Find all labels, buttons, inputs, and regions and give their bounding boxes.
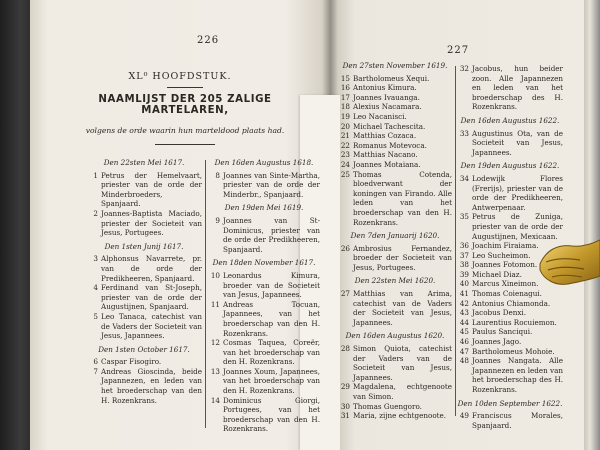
entry-number: 7: [93, 366, 98, 376]
entry-text: Leo Sucheimon.: [472, 250, 531, 260]
date-heading: Den 16den Augustus 1620.: [345, 331, 445, 341]
entry-number: 48: [459, 356, 469, 366]
date-heading: Den 22sten Mei 1617.: [103, 158, 185, 167]
martyr-entry: [338, 244, 452, 273]
martyr-entry: [338, 131, 452, 141]
martyr-entry: [338, 74, 452, 84]
entry-text: Jacobus, hun beider zoon. Alle Japannezen en leden van het broederschap des H. Rozenkrans.: [472, 64, 563, 112]
martyr-entry: [457, 347, 563, 357]
entry-text: Leo Nacanisci.: [353, 111, 407, 121]
right-page-number: 227: [447, 45, 470, 56]
entry-number: 35: [459, 212, 469, 222]
martyr-entry: [457, 337, 563, 347]
entry-text: Marcus Xineimon.: [472, 279, 539, 289]
left-page-number: 226: [197, 35, 220, 46]
entry-text: Bartholomeus Xequi.: [353, 73, 430, 83]
left-column-divider: [205, 160, 206, 428]
entry-number: 44: [459, 317, 469, 327]
entry-text: Joannes-Baptista Maciado, priester der Societeit van Jesus, Portugees.: [101, 208, 202, 238]
book-cover-left: [0, 0, 34, 450]
martyr-entry: [457, 308, 563, 318]
entry-number: 40: [459, 279, 469, 289]
entry-number: 25: [340, 169, 350, 179]
right-column-divider: [455, 66, 456, 416]
entry-number: 41: [459, 289, 469, 299]
entry-number: 38: [459, 260, 469, 270]
entry-number: 18: [340, 102, 350, 112]
entry-number: 13: [210, 366, 220, 376]
entry-text: Ferdinand van St-Joseph, priester van de orde der Augustijnen, Spanjaard.: [101, 283, 202, 312]
entry-text: Thomas Guengoro.: [353, 401, 422, 411]
martyr-entry: [86, 209, 202, 238]
entry-number: 8: [215, 170, 220, 180]
entry-number: 14: [210, 395, 220, 405]
martyr-entry: [208, 271, 320, 300]
entry-text: Andreas Gioscinda, beide Japannezen, en leden van het broederschap van den H. Rozenkrans.: [101, 366, 202, 405]
entry-text: Joannes Fotomon.: [472, 260, 538, 270]
entry-text: Petrus de Zuniga, priester van de orde der Augustijnen, Mexicaan.: [472, 212, 563, 241]
entry-number: 46: [459, 337, 469, 347]
entry-text: Thomas Coienagui.: [472, 289, 542, 299]
martyr-entry: [338, 122, 452, 132]
entry-text: Matthias Cozaca.: [353, 131, 417, 141]
entry-text: Lodewijk Flores (Frerijs), priester van de orde der Predikheeren, Antwerpenaar.: [472, 173, 563, 212]
martyr-entry: [457, 411, 563, 430]
entry-number: 39: [459, 269, 469, 279]
martyr-entry: [338, 160, 452, 170]
brass-clasp-icon: [538, 236, 600, 294]
martyr-entry: [208, 171, 320, 200]
date-heading: Den 10den September 1622.: [457, 398, 563, 408]
entry-text: Ambrosius Fernandez, broeder der Societeit van Jesus, Portugees.: [353, 243, 452, 272]
entry-text: Augustinus Ota, van de Societeit van Jesus, Japannees.: [472, 128, 563, 157]
date-heading: Den 19den Augustus 1622.: [460, 161, 560, 171]
entry-number: 16: [340, 83, 350, 93]
martyr-entry: [338, 112, 452, 122]
date-heading: Den 19den Mei 1619.: [224, 203, 304, 213]
entry-number: 45: [459, 327, 469, 337]
entry-text: Dominicus Giorgi, Portugees, van het broederschap van den H. Rozenkrans.: [223, 395, 320, 434]
entry-number: 32: [459, 64, 469, 73]
martyr-entry: [338, 170, 452, 228]
entry-number: 34: [459, 173, 469, 183]
entry-number: 26: [340, 243, 350, 253]
entry-number: 47: [459, 346, 469, 356]
martyr-entry: [86, 357, 202, 367]
entry-text: Joannes Ivauanga.: [353, 92, 420, 102]
entry-number: 19: [340, 111, 350, 121]
entry-text: Leo Tanaca, catechist van de Vaders der Societeit van Jesus, Japannees.: [101, 311, 202, 341]
date-heading: Den 1sten October 1617.: [98, 344, 190, 354]
entry-text: Matthias van Arima, catechist van de Vaders der Societeit van Jesus, Japannees.: [353, 289, 452, 327]
martyr-entry: [338, 411, 452, 421]
martyr-entry: [457, 129, 563, 158]
entry-text: Joannes Jago.: [472, 337, 522, 347]
martyr-entry: [457, 327, 563, 337]
martyr-entry: [338, 141, 452, 151]
martyr-entry: [338, 93, 452, 103]
left-page-column-1: [86, 154, 202, 405]
martyr-entry: [86, 171, 202, 209]
entry-number: 37: [459, 250, 469, 260]
martyr-entry: [208, 338, 320, 367]
entry-text: Alexius Nacamara.: [353, 102, 422, 112]
entry-number: 23: [340, 150, 350, 160]
entry-text: Caspar Fisogiro.: [101, 357, 162, 367]
entry-text: Cosmas Taquea, Coreër, van het broederschap van den H. Rozenkrans.: [223, 338, 320, 367]
date-heading: Den 16den Augustus 1618.: [214, 158, 314, 167]
martyr-entry: [338, 83, 452, 93]
martyr-entry: [208, 396, 320, 434]
entry-number: 43: [459, 308, 469, 318]
entry-text: Maria, zijne echtgenoote.: [353, 411, 447, 421]
entry-text: Franciscus Morales, Spanjaard.: [472, 411, 563, 430]
entry-text: Petrus der Hemelvaart, priester van de orde der Minderbroeders, Spanjaard.: [101, 170, 202, 209]
entry-number: 11: [210, 299, 220, 309]
date-heading: Den 7den Januarij 1620.: [350, 231, 440, 241]
entry-number: 15: [340, 73, 350, 83]
entry-number: 22: [340, 140, 350, 150]
chapter-heading: XL⁰ HOOFDSTUK.: [128, 71, 232, 82]
page-title: NAAMLIJST DER 205 ZALIGE MARTELAREN,: [98, 94, 272, 116]
entry-number: 42: [459, 298, 469, 308]
entry-text: Antonius Kimura.: [353, 83, 417, 93]
entry-text: Alphonsus Navarrete, pr. van de orde der Predikheeren, Spanjaard.: [101, 254, 202, 283]
entry-number: 10: [210, 270, 220, 280]
martyr-entry: [457, 356, 563, 394]
entry-text: Joannes Motaiana.: [353, 159, 421, 169]
entry-number: 29: [340, 382, 350, 392]
martyr-entry: [457, 174, 563, 212]
entry-number: 49: [459, 411, 469, 421]
entry-text: Michael Tachescita.: [353, 121, 426, 131]
page-subtitle: volgens de orde waarin hun marteldood plaats had.: [85, 126, 285, 135]
left-page-column-2: [208, 154, 320, 434]
entry-text: Jacobus Denxi.: [472, 308, 527, 318]
martyr-entry: [86, 254, 202, 283]
martyr-entry: [338, 382, 452, 401]
date-heading: Den 22sten Mei 1620.: [354, 276, 436, 286]
entry-text: Romanus Motevoca.: [353, 140, 427, 150]
martyr-entry: [208, 216, 320, 254]
entry-number: 17: [340, 92, 350, 102]
entry-number: 33: [459, 128, 469, 138]
entry-number: 4: [93, 283, 98, 293]
martyr-entry: [457, 318, 563, 328]
martyr-entry: [86, 312, 202, 341]
entry-number: 12: [210, 338, 220, 348]
entry-number: 6: [93, 357, 98, 367]
entry-text: Joannes Xoum, Japannees, van het broederschap van den H. Rozenkrans.: [223, 366, 320, 396]
entry-number: 21: [340, 131, 350, 141]
martyr-entry: [457, 64, 563, 112]
entry-number: 36: [459, 241, 469, 251]
martyr-entry: [338, 102, 452, 112]
martyr-entry: [338, 150, 452, 160]
entry-text: Paulus Sanciqui.: [472, 327, 533, 337]
entry-number: 5: [93, 311, 98, 321]
entry-number: 31: [340, 411, 350, 421]
entry-text: Joannes van St-Dominicus, priester van de orde der Predikheeren, Spanjaard.: [223, 215, 320, 254]
entry-text: Michael Diaz.: [472, 269, 522, 279]
entry-text: Antonius Chiamonda.: [472, 298, 551, 308]
entry-number: 9: [215, 215, 220, 225]
entry-number: 30: [340, 401, 350, 411]
entry-text: Joachim Firaiama.: [472, 241, 539, 251]
entry-text: Joannes van Sinte-Martha, priester van de orde der Minderbr., Spanjaard.: [223, 170, 320, 199]
entry-text: Andreas Tocuan, Japannees, van het broederschap van den H. Rozenkrans.: [223, 299, 320, 338]
entry-text: Laurentius Rocuiemon.: [472, 317, 557, 327]
entry-number: 28: [340, 344, 350, 354]
martyr-entry: [457, 299, 563, 309]
entry-text: Joannes Nangata. Alle Japannezen en leden van het broederschap des H. Rozenkrans.: [472, 356, 563, 394]
date-heading: Den 1sten Junij 1617.: [104, 241, 184, 251]
martyr-entry: [208, 300, 320, 338]
entry-number: 27: [340, 289, 350, 299]
entry-number: 1: [93, 170, 98, 180]
entry-text: Leonardus Kimura, broeder van de Societeit van Jesus, Japannees.: [223, 270, 320, 300]
right-page-column-1: [338, 57, 452, 421]
entry-text: Matthias Nacano.: [353, 150, 418, 160]
entry-text: Simon Quiota, catechist der Vaders van de Societeit van Jesus, Japannees.: [353, 344, 452, 382]
entry-text: Bartholomeus Mohoie.: [472, 346, 555, 356]
martyr-entry: [86, 283, 202, 312]
entry-number: 24: [340, 159, 350, 169]
entry-number: 2: [93, 208, 98, 218]
date-heading: Den 27sten November 1619.: [342, 61, 448, 70]
date-heading: Den 18den November 1617.: [212, 258, 316, 268]
martyr-entry: [86, 367, 202, 405]
martyr-entry: [338, 344, 452, 382]
entry-number: 3: [93, 254, 98, 264]
entry-text: Thomas Cotenda, bloedverwant der koningen van Firando. Alle leden van het broederschap van den H. Rozenkrans.: [353, 169, 452, 227]
chapter-rule: [167, 87, 203, 88]
martyr-entry: [208, 367, 320, 396]
martyr-entry: [338, 402, 452, 412]
date-heading: Den 16den Augustus 1622.: [460, 115, 560, 125]
martyr-entry: [338, 289, 452, 327]
title-rule: [155, 144, 215, 145]
entry-number: 20: [340, 121, 350, 131]
entry-text: Magdalena, echtgenoote van Simon.: [353, 382, 452, 401]
